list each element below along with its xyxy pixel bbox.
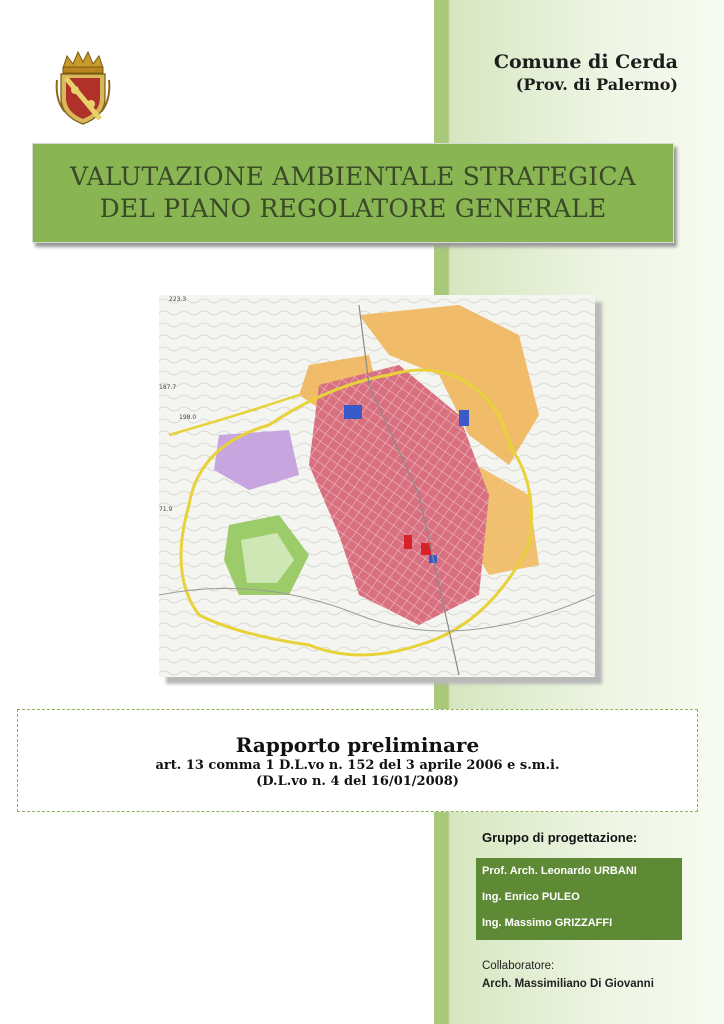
map-label: 198.0 (179, 414, 197, 421)
report-title: Rapporto preliminare (235, 733, 480, 757)
report-legal-reference: art. 13 comma 1 D.L.vo n. 152 del 3 aprile 2006 e s.m.i. (155, 758, 560, 773)
title-line-1: VALUTAZIONE AMBIENTALE STRATEGICA (70, 162, 636, 191)
municipality-name: Comune di Cerda (493, 51, 678, 73)
document-title-box (32, 143, 674, 243)
design-group-heading: Gruppo di progettazione: (482, 830, 638, 845)
report-legal-reference-2: (D.L.vo n. 4 del 16/01/2008) (256, 774, 459, 789)
map-label: 223.3 (169, 296, 187, 303)
title-line-2: DEL PIANO REGOLATORE GENERALE (99, 194, 607, 223)
collaborator-name: Arch. Massimiliano Di Giovanni (482, 978, 654, 990)
province-name: (Prov. di Palermo) (515, 75, 678, 94)
collaborator-heading: Collaboratore: (482, 960, 555, 972)
team-member: Ing. Massimo GRIZZAFFI (482, 917, 613, 929)
town-plan-map-graphic (159, 295, 595, 677)
team-member: Ing. Enrico PULEO (482, 891, 580, 903)
collaborator-section (482, 960, 654, 990)
municipality-header (494, 50, 678, 96)
town-plan-map (159, 295, 595, 677)
coat-of-arms-logo (55, 50, 111, 126)
team-member: Prof. Arch. Leonardo URBANI (482, 865, 637, 877)
map-label: 71.9 (159, 506, 173, 513)
map-label: 187.7 (159, 384, 177, 391)
report-info-box (17, 709, 698, 812)
design-team-box (476, 858, 682, 940)
